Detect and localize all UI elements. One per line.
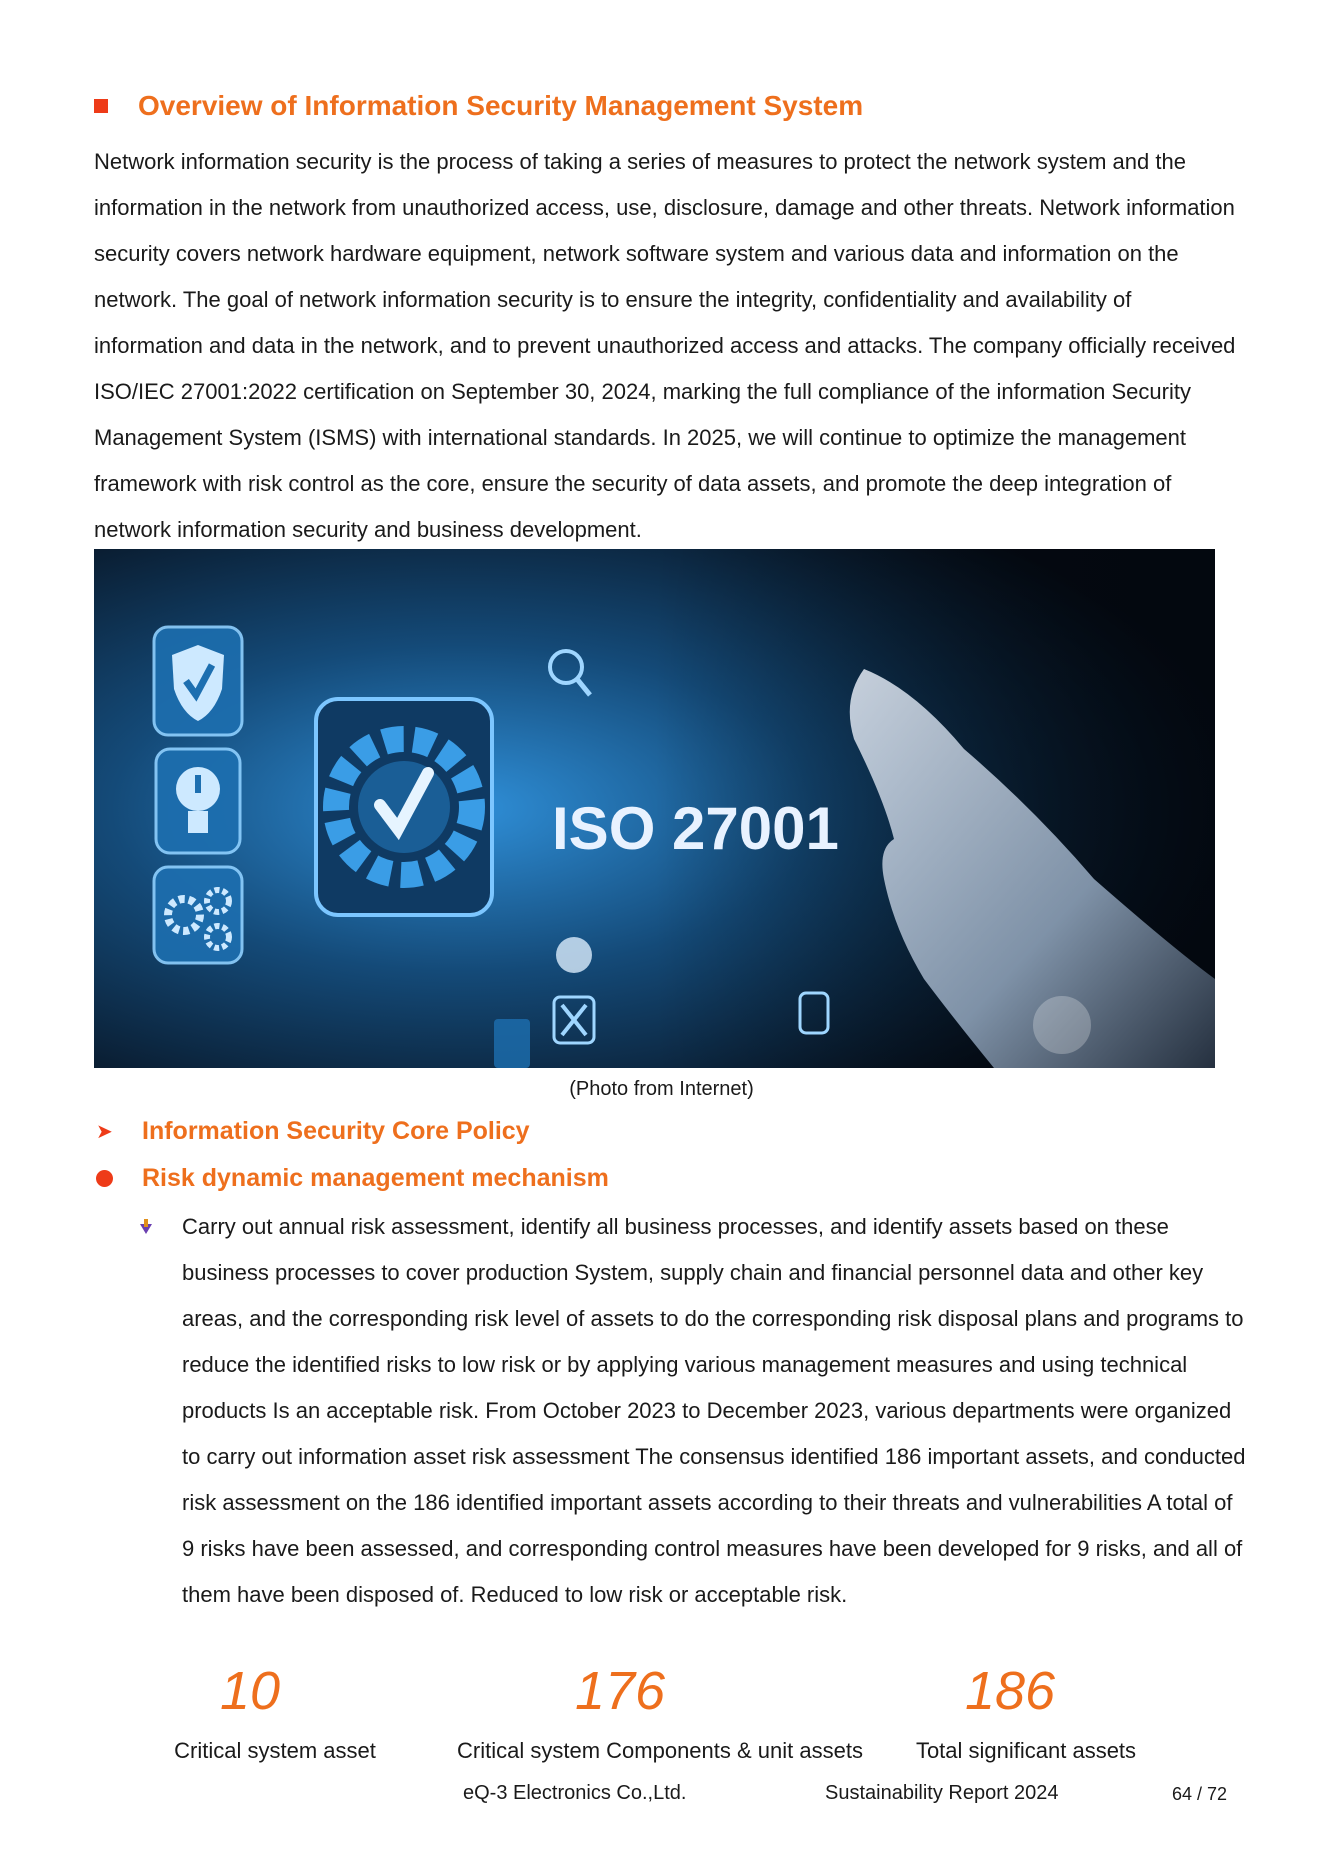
section-title-text: Overview of Information Security Management System <box>138 90 864 121</box>
circle-bullet-icon <box>96 1170 113 1187</box>
stat-total-significant-assets-label: Total significant assets <box>915 1738 1137 1763</box>
core-policy-heading-text: Information Security Core Policy <box>142 1117 530 1145</box>
square-bullet-icon <box>94 99 108 113</box>
arrow-bullet-icon: ➤ <box>96 1121 113 1143</box>
photo-caption: (Photo from Internet) <box>569 1078 754 1100</box>
stat-components-unit-assets-value: 176 <box>574 1661 666 1721</box>
footer-page-number: 64 / 72 <box>1172 1784 1228 1804</box>
gears-icon <box>154 867 242 963</box>
risk-mechanism-heading-text: Risk dynamic management mechanism <box>142 1164 609 1192</box>
down-arrow-bullet-icon <box>136 1218 156 1238</box>
at-sign-icon <box>556 937 592 973</box>
risk-paragraph-block <box>136 1204 1246 1618</box>
bar-chart-icon <box>494 1019 530 1068</box>
stat-critical-system-asset-value: 10 <box>219 1661 281 1721</box>
risk-mechanism-heading <box>96 1164 609 1193</box>
photo-iso-text: ISO 27001 <box>552 795 839 862</box>
footer-report-title: Sustainability Report 2024 <box>825 1782 1059 1804</box>
shield-check-icon <box>154 627 242 735</box>
section-title <box>94 90 863 122</box>
lightbulb-icon <box>156 749 240 853</box>
stat-total-significant-assets-value: 186 <box>964 1661 1056 1721</box>
core-policy-heading <box>96 1117 530 1146</box>
big-gear-checkmark-icon <box>316 699 492 915</box>
footer-company: eQ-3 Electronics Co.,Ltd. <box>463 1782 687 1804</box>
intro-paragraph: Network information security is the process of taking a series of measures to protect the network system and the information in the network from unauthorized access, use, disclosure, damage and other threats. Network information security covers network hardware equipment, network software system and various data and information on the network. The goal of network information security is to ensure the integrity, confidentiality and availability of information and data in the network, and to prevent unauthorized access and attacks. The company officially received ISO/IEC 27001:2022 certification on September 30, 2024, marking the full compliance of the information Security Management System (ISMS) with international standards. In 2025, we will continue to optimize the management framework with risk control as the core, ensure the security of data assets, and promote the deep integration of network information security and business development. <box>94 149 1236 542</box>
stat-components-unit-assets-label: Critical system Components & unit assets <box>457 1738 863 1763</box>
stat-critical-system-asset-label: Critical system asset <box>174 1738 376 1763</box>
risk-paragraph: Carry out annual risk assessment, identify all business processes, and identify assets based on these business processes to cover production System, supply chain and financial personnel data and other key areas, and the corresponding risk level of assets to do the corresponding risk disposal plans and programs to reduce the identified risks to low risk or by applying various management measures and using technical products Is an acceptable risk. From October 2023 to December 2023, various departments were organized to carry out information asset risk assessment The consensus identified 186 important assets, and conducted risk assessment on the 186 identified important assets according to their threats and vulnerabilities A total of 9 risks have been assessed, and corresponding control measures have been developed for 9 risks, and all of them have been disposed of. Reduced to low risk or acceptable risk. <box>182 1214 1246 1607</box>
iso-27001-photo <box>94 549 1215 1068</box>
